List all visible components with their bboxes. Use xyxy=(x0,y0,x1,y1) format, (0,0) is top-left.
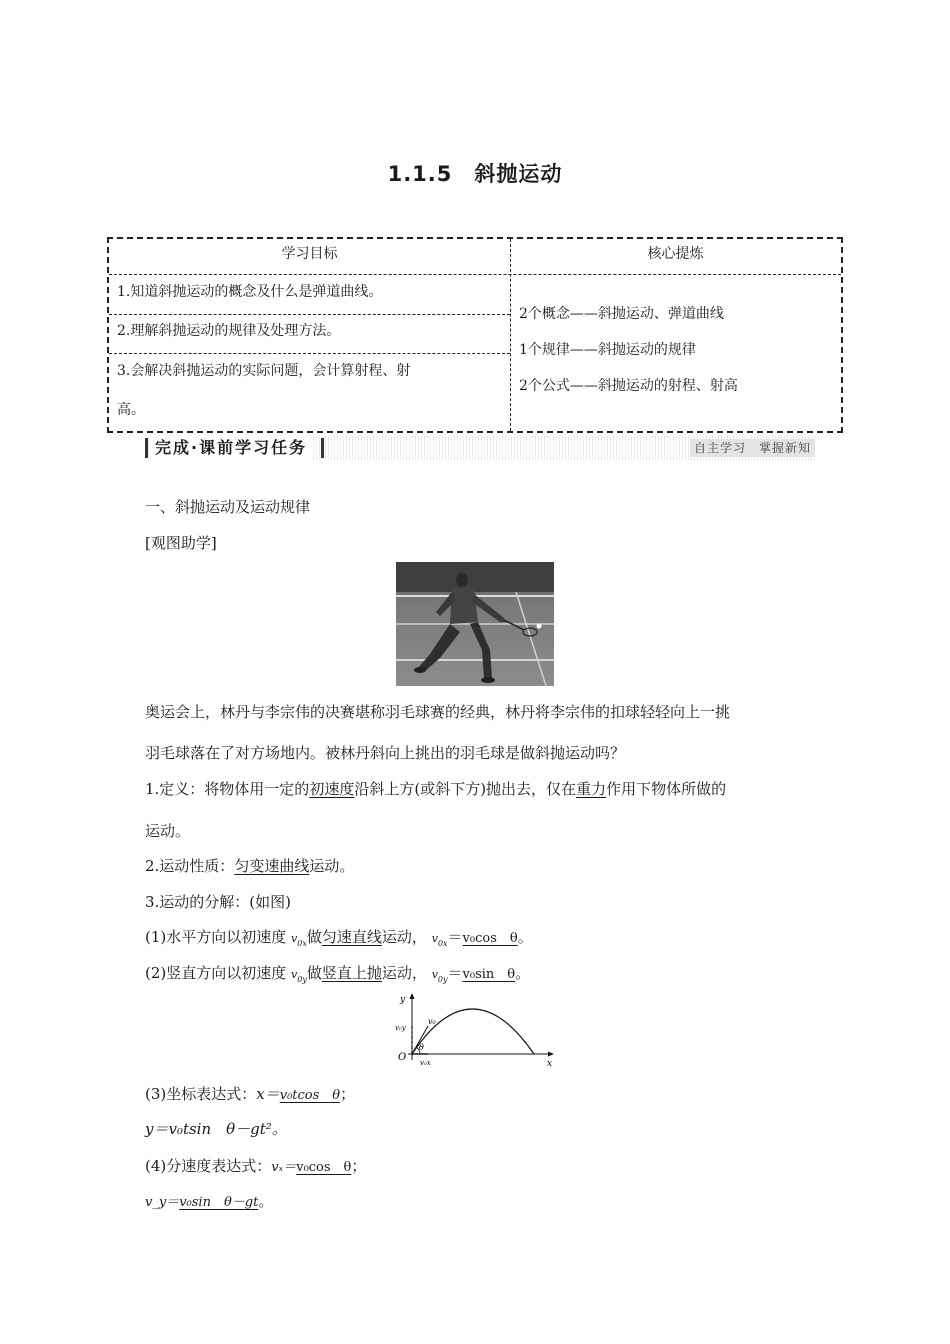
answer-motion-type: 匀变速曲线 xyxy=(234,857,310,875)
text-segment: 作用下物体所做的 xyxy=(606,780,727,798)
answer-v0-sin: v₀sin θ xyxy=(462,967,516,982)
text-segment: (4)分速度表达式： xyxy=(145,1157,272,1175)
symbol-v: v xyxy=(431,968,438,981)
core-row-1: 2个概念——斜抛运动、弹道曲线 xyxy=(519,306,724,322)
symbol-v: v xyxy=(291,968,298,981)
section-heading: 一、斜抛运动及运动规律 xyxy=(145,498,311,516)
vertical-component-line xyxy=(145,962,530,984)
velocity-expression-line xyxy=(145,1155,366,1176)
projectile-diagram xyxy=(392,990,562,1070)
v0-label: v₀ xyxy=(428,1017,436,1026)
symbol-subscript: 0y xyxy=(297,975,307,984)
banner-subtitle: 自主学习 掌握新知 xyxy=(690,439,815,457)
horizontal-component-line xyxy=(145,926,533,948)
answer-vx-expression: v₀cos θ xyxy=(296,1160,352,1175)
text-segment: ； xyxy=(351,1157,367,1175)
answer-x-expression: v₀tcos θ xyxy=(279,1088,341,1103)
text-segment: 。 xyxy=(258,1192,274,1210)
text-segment: 1.定义：将物体用一定的 xyxy=(145,780,310,798)
x-axis-arrow xyxy=(548,1052,554,1057)
subsection-label: [观图助学] xyxy=(145,534,217,552)
vy-expression-line xyxy=(145,1190,273,1211)
trajectory-curve xyxy=(412,1009,534,1054)
goal-row-1: 1.知道斜抛运动的概念及什么是弹道曲线。 xyxy=(117,284,383,300)
text-segment: ＝ xyxy=(447,928,463,946)
table-header-divider xyxy=(109,274,841,275)
symbol-subscript: 0x xyxy=(297,939,307,948)
definition-line-2: 运动。 xyxy=(145,822,191,840)
text-segment: 。 xyxy=(517,928,533,946)
text-segment: 。 xyxy=(515,964,531,982)
origin-label: O xyxy=(398,1052,407,1063)
section-banner xyxy=(145,436,815,460)
theta-label: θ xyxy=(419,1043,424,1052)
decomposition-line: 3.运动的分解：(如图) xyxy=(145,893,292,911)
answer-v0-cos: v₀cos θ xyxy=(462,931,518,946)
text-segment: ； xyxy=(340,1085,356,1103)
header-core-summary: 核心提炼 xyxy=(647,246,704,262)
table-row-divider xyxy=(109,314,510,315)
goal-row-3-cont: 高。 xyxy=(117,402,145,418)
banner-bar xyxy=(321,438,324,458)
text-segment: (2)竖直方向以初速度 xyxy=(145,964,292,982)
answer-gravity: 重力 xyxy=(576,780,607,798)
answer-vertical-upward: 竖直上抛 xyxy=(321,964,382,982)
page-title: 1.1.5 斜抛运动 xyxy=(387,162,563,186)
core-row-3: 2个公式——斜抛运动的射程、射高 xyxy=(519,378,738,394)
symbol-x: x＝ xyxy=(256,1085,280,1103)
v0x-label: v₀x xyxy=(420,1059,431,1067)
x-label: x xyxy=(547,1059,553,1069)
badminton-player-photo xyxy=(396,562,554,686)
learning-goals-table xyxy=(107,237,843,433)
header-learning-goals: 学习目标 xyxy=(281,246,338,262)
banner-bar xyxy=(145,438,148,458)
symbol-subscript: 0y xyxy=(437,975,448,984)
table-row-divider xyxy=(109,353,510,354)
goal-row-3: 3.会解决斜抛运动的实际问题，会计算射程、射 xyxy=(117,363,411,379)
y-expression-line: y＝v₀tsin θ－gt²。 xyxy=(145,1120,287,1138)
coordinate-expression-line xyxy=(145,1083,355,1104)
text-segment: 运动。 xyxy=(309,857,355,875)
symbol-subscript: 0x xyxy=(437,939,448,948)
answer-vy-expression: v₀sin θ－gt xyxy=(179,1195,259,1210)
answer-uniform-linear: 匀速直线 xyxy=(321,928,382,946)
text-segment: 运动， xyxy=(381,964,427,982)
text-segment: (1)水平方向以初速度 xyxy=(145,928,292,946)
text-segment: ＝ xyxy=(447,964,463,982)
v0y-label: v₀y xyxy=(395,1024,406,1032)
symbol-vx: vₓ＝ xyxy=(271,1160,297,1175)
symbol-v: v xyxy=(431,932,438,945)
core-row-2: 1个规律——斜抛运动的规律 xyxy=(519,342,696,358)
text-segment: 沿斜上方(或斜下方)抛出去，仅在 xyxy=(354,780,577,798)
text-segment: 运动， xyxy=(381,928,427,946)
text-segment: 做 xyxy=(306,964,322,982)
intro-line-1: 奥运会上，林丹与李宗伟的决赛堪称羽毛球赛的经典，林丹将李宗伟的扣球轻轻向上一挑 xyxy=(145,703,731,721)
symbol-v: v xyxy=(291,932,298,945)
definition-line xyxy=(145,778,726,799)
intro-line-2: 羽毛球落在了对方场地内。被林丹斜向上挑出的羽毛球是做斜抛运动吗？ xyxy=(145,744,626,762)
answer-initial-velocity: 初速度 xyxy=(309,780,355,798)
text-segment: 做 xyxy=(306,928,322,946)
goal-row-2: 2.理解斜抛运动的规律及处理方法。 xyxy=(117,323,341,339)
y-label: y xyxy=(400,995,406,1005)
banner-title: 完成·课前学习任务 xyxy=(151,436,311,460)
motion-nature-line xyxy=(145,855,354,876)
text-segment: 2.运动性质： xyxy=(145,857,235,875)
symbol-vy: v_y＝ xyxy=(145,1195,180,1210)
text-segment: (3)坐标表达式： xyxy=(145,1085,257,1103)
y-axis-arrow xyxy=(410,993,415,999)
